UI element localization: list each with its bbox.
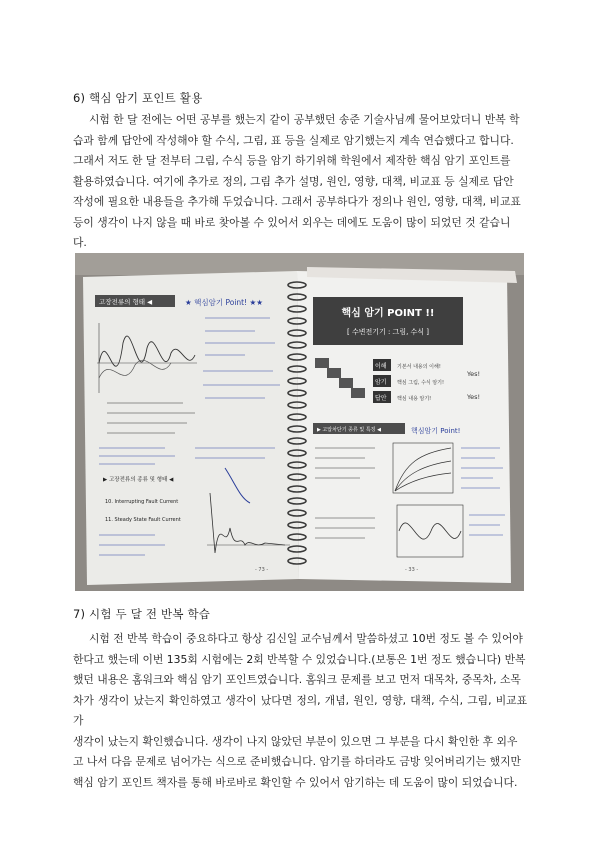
paragraph-line: 작성에 필요한 내용들을 추가해 두었습니다. 그래서 공부하다가 정의나 원인, 영향, 대책, 비교표	[73, 195, 521, 208]
handwritten-note: ★ 핵심암기 Point! ★★	[185, 298, 263, 307]
notebook-photo	[75, 253, 524, 591]
left-page-header: 고장전류의 형태 ◀	[99, 298, 153, 306]
right-section-header: ▶ 고압차단기 종류 및 특징 ◀	[317, 427, 381, 433]
paragraph-line: 활용하였습니다. 여기에 추가로 정의, 그림 추가 설명, 원인, 영향, 대책, 비교표 등 실제로 답안	[73, 174, 514, 188]
row-text: 핵심 내용 암기!	[397, 396, 432, 402]
yes-note: Yes!	[467, 393, 481, 401]
paragraph-line: 했던 내용은 홈워크와 핵심 암기 포인트였습니다. 홈워크 문제를 보고 먼저 대목차, 중목차, 소목	[73, 673, 521, 686]
left-page-item: 11. Steady State Fault Current	[105, 517, 181, 523]
paragraph-line: 한다고 했는데 이번 135회 시험에는 2회 반복할 수 있었습니다.(보통은 1번 정도 했습니다) 반복	[73, 652, 526, 666]
left-page-item: 10. Interrupting Fault Current	[105, 499, 179, 505]
paragraph-line: 그래서 저도 한 달 전부터 그림, 수식 등을 암기 하기위해 학원에서 제작한 핵심 암기 포인트를	[73, 154, 511, 167]
paragraph-line: 고 나서 다음 문제로 넘어가는 식으로 준비했습니다. 암기를 하더라도 금방 잊어버리기는 했지만	[73, 755, 521, 768]
section-7-heading: 7) 시험 두 달 전 반복 학습	[73, 607, 211, 621]
paragraph-line: 등이 생각이 나지 않을 때 바로 찾아볼 수 있어서 외우는 데에도 도움이 많이 되었던 것 같습니	[73, 215, 511, 229]
paragraph-line: 생각이 났는지 확인했습니다. 생각이 나지 않았던 부분이 있으면 그 부분을 다시 확인한 후 외우	[73, 734, 518, 748]
left-page-section: ▶ 고장전류의 종류 및 형태 ◀	[103, 477, 174, 483]
right-page-subtitle: [ 수변전기기 : 그림, 수식 ]	[346, 328, 430, 336]
paragraph-line: 시험 전 반복 학습이 중요하다고 항상 김신일 교수님께서 말씀하셨고 10번 정도 볼 수 있어야	[89, 632, 523, 645]
row-tag: 답안	[375, 395, 387, 402]
section-6-paragraph	[73, 110, 527, 254]
paragraph-line: 다.	[73, 236, 87, 249]
row-text: 기본서 내용의 이해!	[397, 364, 441, 370]
paragraph-line: 핵심 암기 포인트 책자를 통해 바로바로 확인할 수 있어서 암기하는 데 도움이 많이 되었습니다.	[73, 775, 518, 789]
yes-note: Yes!	[467, 370, 481, 378]
paragraph-line: 습과 함께 답안에 작성해야 할 수식, 그림, 표 등을 실제로 암기했는지 계속 연습했다고 합니다.	[73, 133, 514, 147]
left-page-footer: - 73 -	[255, 567, 269, 573]
right-page-footer: - 33 -	[405, 567, 419, 573]
section-7-paragraph	[73, 629, 527, 793]
row-text: 핵심 그림, 수식 암기!	[397, 380, 445, 386]
handwritten-note: 핵심암기 Point!	[411, 427, 461, 435]
row-tag: 이해	[375, 363, 387, 370]
row-tag: 암기	[375, 379, 387, 386]
right-page-title: 핵심 암기 POINT !!	[341, 308, 435, 319]
section-6-heading: 6) 핵심 암기 포인트 활용	[73, 91, 203, 105]
paragraph-line: 시험 한 달 전에는 어떤 공부를 했는지 같이 공부했던 송준 기술사님께 물어보았더니 반복 학	[89, 113, 520, 126]
paragraph-line: 차가 생각이 났는지 확인하였고 생각이 났다면 정의, 개념, 원인, 영향, 대책, 수식, 그림, 비교표가	[73, 693, 527, 727]
